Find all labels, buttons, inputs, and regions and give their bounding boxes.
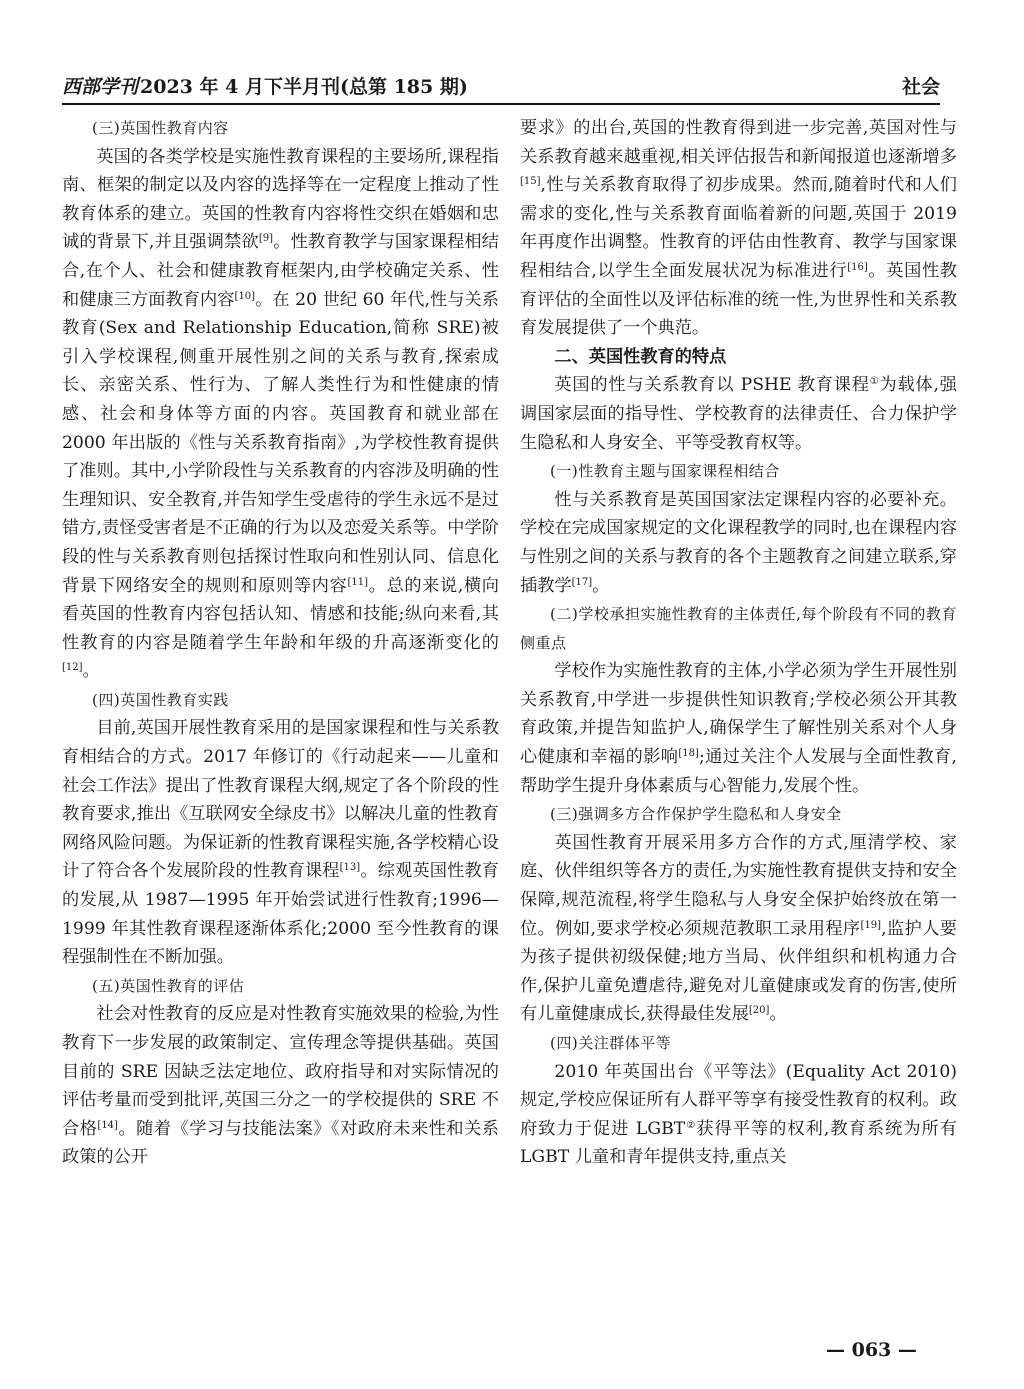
heading-equality: (四)关注群体平等: [550, 1034, 672, 1052]
citation: [9]: [258, 233, 274, 245]
paragraph-continued: 要求》的出台,英国的性教育得到进一步完善,英国对性与关系教育越来越重视,相关评估报告和新闻报道也逐渐增多[15],性与关系教育取得了初步成果。然而,随着时代和人们需求的变化,性与关系教育面临着新的问题,英国于 2019 年再度作出调整。性教育的评估由性教育、教学与国家课程相结合,以学生全面发展状况为标准进行[16]。英国性教育评估的全面性以及评估标准的统一性,为世界性和关系教育发展提供了一个典范。: [520, 118, 957, 339]
citation: [16]: [847, 261, 868, 273]
left-column: [62, 114, 499, 1172]
citation: [15]: [520, 176, 541, 188]
paragraph-content: 英国的各类学校是实施性教育课程的主要场所,课程指南、框架的制定以及内容的选择等在一定程度上推动了性教育体系的建立。英国的性教育内容将性交织在婚姻和忠诚的背景下,并且强调禁欲[9]。性教育教学与国家课程相结合,在个人、社会和健康教育框架内,由学校确定关系、性和健康三方面教育内容[10]。在 20 世纪 60 年代,性与关系教育(Sex and Relationship Education,简称 SRE)被引入学校课程,侧重开展性别之间的关系与教育,探索成长、亲密关系、性行为、了解人类性行为和性健康的情感、社会和身体等方面的内容。英国教育和就业部在 2000 年出版的《性与关系教育指南》,为学校性教育提供了准则。其中,小学阶段性与关系教育的内容涉及明确的性生理知识、安全教育,并告知学生受虐待的学生永远不是过错方,责怪受害者是不正确的行为以及恋爱关系等。中学阶段的性与关系教育则包括探讨性取向和性别认同、信息化背景下网络安全的规则和原则等内容[11]。总的来说,横向看英国的性教育内容包括认知、情感和技能;纵向来看,其性教育的内容是随着学生年龄和年级的升高逐渐变化的[12]。: [62, 146, 499, 682]
citation: [20]: [748, 1005, 770, 1017]
section-name: 社会: [901, 76, 940, 98]
paragraph-national-curriculum: 性与关系教育是英国国家法定课程内容的必要补充。学校在完成国家规定的文化课程教学的同时,也在课程内容与性别之间的关系与教育的各个主题教育之间建立联系,穿插教学[17]。: [520, 489, 957, 596]
paragraph-practice: 目前,英国开展性教育采用的是国家课程和性与关系教育相结合的方式。2017 年修订的《行动起来——儿童和社会工作法》提出了性教育课程大纲,规定了各个阶段的性教育要求,推出《互联网安全绿皮书》以解决儿童的性教育网络风险问题。为保证新的性教育课程实施,各学校精心设计了符合各个发展阶段的性教育课程[13]。综观英国性教育的发展,从 1987—1995 年开始尝试进行性教育;1996—1999 年其性教育课程逐渐体系化;2000 至今性教育的课程强制性在不断加强。: [62, 718, 499, 968]
citation: [18]: [678, 748, 699, 760]
heading-multi-party: (三)强调多方合作保护学生隐私和人身安全: [550, 805, 842, 824]
heading-school-responsibility: (二)学校承担实施性教育的主体责任,每个阶段有不同的教育侧重点: [520, 605, 957, 652]
journal-logo: 西部学刊: [62, 76, 139, 98]
paragraph-equality: 2010 年英国出台《平等法》(Equality Act 2010)规定,学校应保证所有人群平等享有接受性教育的权利。政府致力于促进 LGBT②获得平等的权利,教育系统为所有 LGBT 儿童和青年提供支持,重点关: [520, 1061, 957, 1168]
heading-content: (三)英国性教育内容: [92, 119, 229, 137]
header-rule: [62, 103, 940, 105]
citation: [17]: [571, 576, 593, 588]
section-heading-features: 二、英国性教育的特点: [554, 346, 727, 367]
citation: [13]: [339, 862, 361, 874]
paragraph-features: 英国的性与关系教育以 PSHE 教育课程①为载体,强调国家层面的指导性、学校教育的法律责任、合力保护学生隐私和人身安全、平等受教育权等。: [520, 375, 957, 453]
citation: [10]: [234, 290, 256, 302]
citation: [12]: [62, 662, 83, 674]
heading-evaluation: (五)英国性教育的评估: [92, 976, 245, 995]
right-column: [520, 114, 957, 1172]
page-number: — 063 —: [826, 1339, 917, 1361]
footnote-marker: ①: [869, 376, 880, 388]
paragraph-multi-party: 英国性教育开展采用多方合作的方式,厘清学校、家庭、伙伴组织等各方的责任,为实施性教育提供支持和安全保障,规范流程,将学生隐私与人身安全保护始终放在第一位。例如,要求学校必须规范教职工录用程序[19],监护人要为孩子提供初级保健;地方当局、伙伴组织和机构通力合作,保护儿童免遭虐待,避免对儿童健康或发育的伤害,使所有儿童健康成长,获得最佳发展[20]。: [520, 832, 957, 1025]
heading-national-curriculum: (一)性教育主题与国家课程相结合: [550, 462, 780, 481]
citation: [14]: [97, 1119, 118, 1131]
issue-info: 2023 年 4 月下半月刊(总第 185 期): [140, 76, 468, 98]
citation: [19]: [860, 919, 882, 931]
journal-issue: [62, 72, 468, 99]
paragraph-school-responsibility: 学校作为实施性教育的主体,小学必须为学生开展性别关系教育,中学进一步提供性知识教育;学校必须公开其教育政策,并提告知监护人,确保学生了解性别关系对个人身心健康和幸福的影响[18];通过关注个人发展与全面性教育,帮助学生提升身体素质与心智能力,发展个性。: [520, 661, 957, 796]
running-header: [62, 70, 940, 100]
paragraph-evaluation: 社会对性教育的反应是对性教育实施效果的检验,为性教育下一步发展的政策制定、宣传理念等提供基础。英国目前的 SRE 因缺乏法定地位、政府指导和对实际情况的评估考量而受到批评,英国三分之一的学校提供的 SRE 不合格[14]。随着《学习与技能法案》《对政府未来性和关系政策的公开: [62, 1004, 499, 1168]
footnote-marker: ②: [685, 1119, 697, 1131]
heading-practice: (四)英国性教育实践: [92, 690, 229, 709]
citation: [11]: [347, 576, 368, 588]
